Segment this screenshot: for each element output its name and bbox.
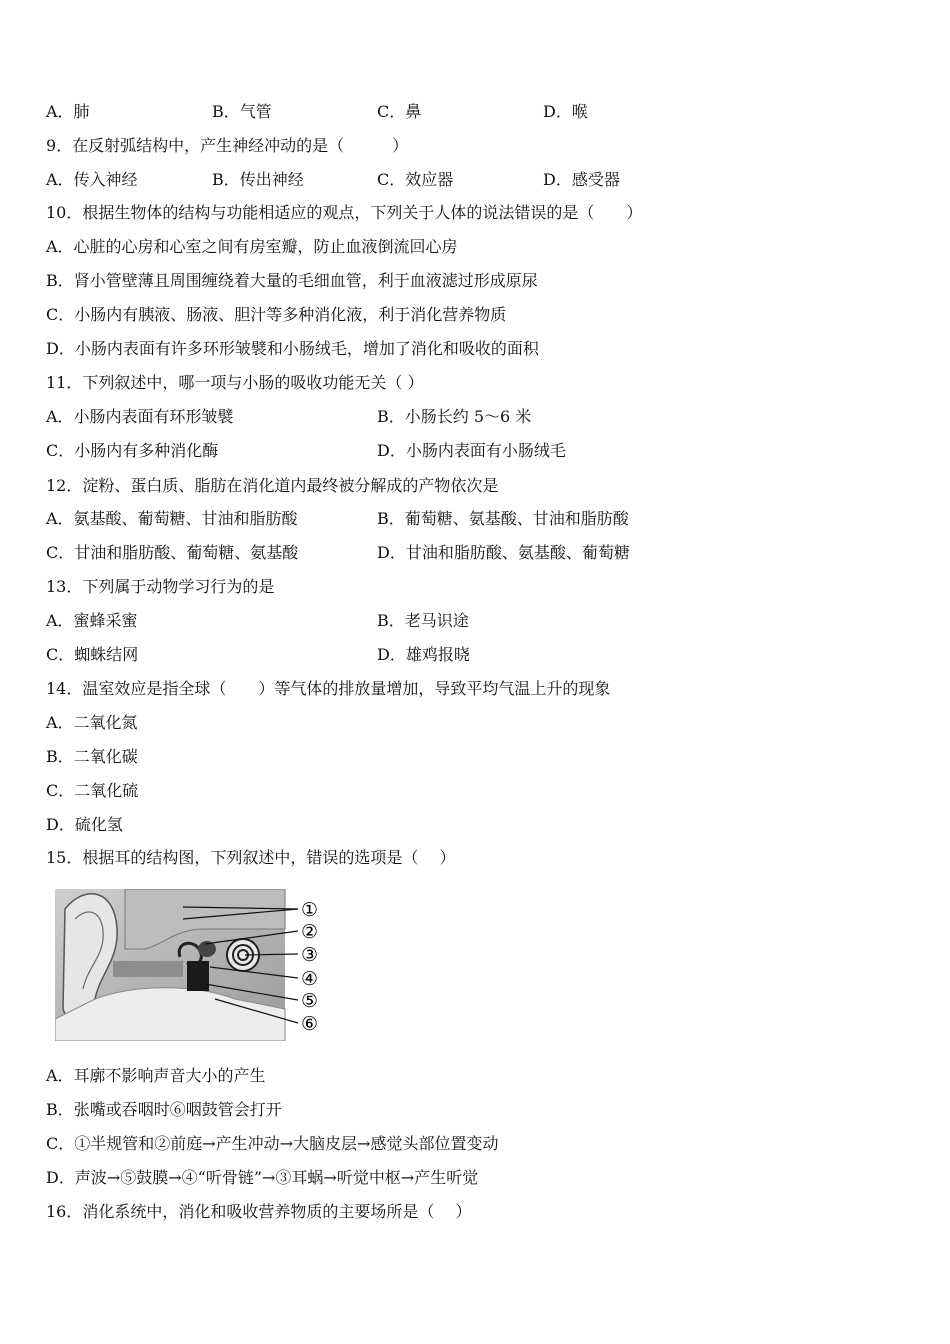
ear-structure-figure (55, 889, 330, 1041)
q13-option-c: C．蜘蛛结网 (46, 645, 139, 664)
label-1: ① (301, 899, 319, 921)
q15-stem: 15．根据耳的结构图，下列叙述中，错误的选项是（ ） (46, 848, 456, 867)
q8-option-a: A．肺 (46, 102, 90, 121)
label-5: ⑤ (301, 990, 319, 1012)
q15-option-a: A．耳廓不影响声音大小的产生 (46, 1066, 266, 1085)
q16-stem: 16．消化系统中，消化和吸收营养物质的主要场所是（ ） (46, 1202, 472, 1221)
q10-option-d: D．小肠内表面有许多环形皱襞和小肠绒毛，增加了消化和吸收的面积 (46, 339, 539, 358)
q14-option-c: C．二氧化硫 (46, 781, 139, 800)
q11-option-a: A．小肠内表面有环形皱襞 (46, 407, 234, 426)
q11-stem: 11．下列叙述中，哪一项与小肠的吸收功能无关（ ） (46, 373, 424, 392)
q8-option-b: B．气管 (212, 102, 272, 121)
q15-option-c: C．①半规管和②前庭→产生冲动→大脑皮层→感觉头部位置变动 (46, 1134, 499, 1153)
q11-option-b: B．小肠长约 5～6 米 (377, 407, 532, 426)
q9-option-a: A．传入神经 (46, 170, 138, 189)
label-3: ③ (301, 944, 319, 966)
q15-option-d: D．声波→⑤鼓膜→④“听骨链”→③耳蜗→听觉中枢→产生听觉 (46, 1168, 479, 1187)
q12-option-a: A．氨基酸、葡萄糖、甘油和脂肪酸 (46, 509, 298, 528)
q8-option-d: D．喉 (543, 102, 588, 121)
q12-option-d: D．甘油和脂肪酸、氨基酸、葡萄糖 (377, 543, 630, 562)
q14-stem: 14．温室效应是指全球（ ）等气体的排放量增加，导致平均气温上升的现象 (46, 679, 611, 698)
label-2: ② (301, 921, 319, 943)
q12-option-c: C．甘油和脂肪酸、葡萄糖、氨基酸 (46, 543, 299, 562)
q12-option-b: B．葡萄糖、氨基酸、甘油和脂肪酸 (377, 509, 629, 528)
q8-option-c: C．鼻 (377, 102, 422, 121)
q9-option-b: B．传出神经 (212, 170, 304, 189)
q14-option-b: B．二氧化碳 (46, 747, 138, 766)
q13-option-a: A．蜜蜂采蜜 (46, 611, 138, 630)
q14-option-a: A．二氧化氮 (46, 713, 138, 732)
q11-option-c: C．小肠内有多种消化酶 (46, 441, 219, 460)
q10-option-b: B．肾小管壁薄且周围缠绕着大量的毛细血管，利于血液滤过形成原尿 (46, 271, 538, 290)
ossicles-eardrum (187, 961, 209, 991)
q14-option-d: D．硫化氢 (46, 815, 123, 834)
q10-option-c: C．小肠内有胰液、肠液、胆汁等多种消化液，利于消化营养物质 (46, 305, 507, 324)
ear-canal (113, 961, 183, 977)
q10-stem: 10．根据生物体的结构与功能相适应的观点，下列关于人体的说法错误的是（ ） (46, 203, 643, 222)
q11-option-d: D．小肠内表面有小肠绒毛 (377, 441, 566, 460)
q13-stem: 13．下列属于动物学习行为的是 (46, 577, 275, 596)
q9-option-d: D．感受器 (543, 170, 620, 189)
q13-option-b: B．老马识途 (377, 611, 469, 630)
q12-stem: 12．淀粉、蛋白质、脂肪在消化道内最终被分解成的产物依次是 (46, 476, 499, 495)
q10-option-a: A．心脏的心房和心室之间有房室瓣，防止血液倒流回心房 (46, 237, 458, 256)
q9-option-c: C．效应器 (377, 170, 454, 189)
q15-option-b: B．张嘴或吞咽时⑥咽鼓管会打开 (46, 1100, 282, 1119)
label-6: ⑥ (301, 1013, 319, 1035)
q13-option-d: D．雄鸡报晓 (377, 645, 470, 664)
q9-stem: 9．在反射弧结构中，产生神经冲动的是（ ） (46, 136, 409, 155)
label-4: ④ (301, 968, 319, 990)
